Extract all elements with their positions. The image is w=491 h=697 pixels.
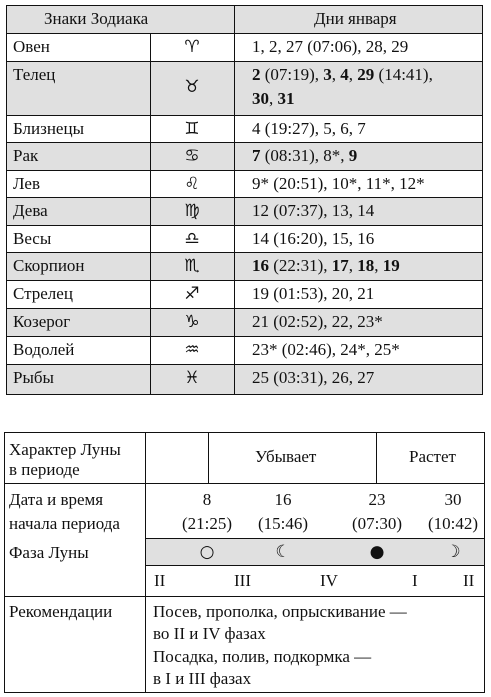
zodiac-symbol-icon: ♐ bbox=[184, 284, 200, 304]
zodiac-symbol-icon: ♍ bbox=[184, 201, 200, 221]
zodiac-days: 21 (02:52), 22, 23* bbox=[252, 312, 383, 331]
zodiac-sign-name: Рак bbox=[13, 146, 39, 165]
new-moon-icon: ○ bbox=[199, 542, 215, 562]
zodiac-sign-name: Телец bbox=[13, 65, 56, 84]
recommend-line: Посадка, полив, подкормка — bbox=[153, 647, 372, 666]
zodiac-sign-name: Лев bbox=[13, 174, 40, 193]
date-day: 30 bbox=[444, 490, 462, 509]
moon-waning-label: Убывает bbox=[255, 447, 317, 466]
phase-number: III bbox=[234, 571, 251, 590]
zodiac-symbol-icon: ♎ bbox=[184, 229, 200, 249]
phase-number: II bbox=[154, 571, 166, 590]
zodiac-sign-name: Козерог bbox=[13, 312, 71, 331]
recommend-label: Рекомендации bbox=[9, 602, 113, 621]
date-label-1: Дата и время bbox=[9, 490, 104, 509]
date-time: (15:46) bbox=[257, 514, 309, 533]
zodiac-header-days: Дни января bbox=[314, 9, 397, 28]
phase-number: I bbox=[412, 571, 418, 590]
moon-character-label-1: Характер Луны bbox=[9, 440, 121, 459]
zodiac-row-shade bbox=[7, 143, 482, 170]
zodiac-symbol-icon: ♈ bbox=[184, 37, 200, 57]
full-moon-icon: ● bbox=[369, 542, 385, 562]
zodiac-symbol-icon: ♋ bbox=[184, 146, 200, 166]
zodiac-days: 23* (02:46), 24*, 25* bbox=[252, 340, 400, 359]
zodiac-days: 12 (07:37), 13, 14 bbox=[252, 201, 375, 220]
zodiac-row-shade bbox=[7, 198, 482, 225]
zodiac-days: 19 (01:53), 20, 21 bbox=[252, 284, 375, 303]
zodiac-sign-name: Овен bbox=[13, 37, 50, 56]
recommend-line: во II и IV фазах bbox=[153, 624, 266, 643]
last-quarter-moon-icon: ☽ bbox=[445, 542, 461, 562]
zodiac-days: 14 (16:20), 15, 16 bbox=[252, 229, 375, 248]
zodiac-days: 4 (19:27), 5, 6, 7 bbox=[252, 119, 366, 138]
zodiac-symbol-icon: ♏ bbox=[184, 256, 200, 276]
zodiac-sign-name: Рыбы bbox=[13, 368, 54, 387]
moon-character-label-2: в периоде bbox=[9, 460, 80, 479]
zodiac-days: 9* (20:51), 10*, 11*, 12* bbox=[252, 174, 425, 193]
date-day: 16 bbox=[274, 490, 292, 509]
date-time: (21:25) bbox=[181, 514, 233, 533]
zodiac-sign-name: Весы bbox=[13, 229, 52, 248]
phase-number: IV bbox=[320, 571, 338, 590]
zodiac-symbol-icon: ♊ bbox=[184, 119, 200, 139]
moon-waxing-label: Растет bbox=[409, 447, 456, 466]
phase-label: Фаза Луны bbox=[9, 543, 89, 562]
recommend-line: в I и III фазах bbox=[153, 669, 252, 688]
zodiac-days: 16 (22:31), 17, 18, 19 bbox=[252, 256, 400, 275]
zodiac-sign-name: Скорпион bbox=[13, 256, 85, 275]
recommend-line: Посев, прополка, опрыскивание — bbox=[153, 602, 407, 621]
date-day: 23 bbox=[368, 490, 386, 509]
zodiac-days: 1, 2, 27 (07:06), 28, 29 bbox=[252, 37, 409, 56]
zodiac-symbol-icon: ♓ bbox=[184, 368, 200, 388]
zodiac-days: 25 (03:31), 26, 27 bbox=[252, 368, 375, 387]
zodiac-symbol-icon: ♑ bbox=[184, 312, 200, 332]
zodiac-days: 2 (07:19), 3, 4, 29 (14:41), bbox=[252, 65, 433, 84]
date-time: (10:42) bbox=[427, 514, 479, 533]
phase-number: II bbox=[463, 571, 475, 590]
zodiac-symbol-icon: ♌ bbox=[184, 174, 200, 194]
zodiac-sign-name: Стрелец bbox=[13, 284, 73, 303]
date-day: 8 bbox=[202, 490, 212, 509]
zodiac-row-shade bbox=[7, 309, 482, 336]
first-quarter-moon-icon: ☾ bbox=[275, 542, 291, 562]
zodiac-sign-name: Дева bbox=[13, 201, 48, 220]
date-label-2: начала периода bbox=[9, 514, 120, 533]
zodiac-days: 30, 31 bbox=[252, 89, 295, 108]
zodiac-header-sign: Знаки Зодиака bbox=[44, 9, 149, 28]
zodiac-sign-name: Водолей bbox=[13, 340, 75, 359]
zodiac-symbol-icon: ♒ bbox=[184, 340, 200, 360]
zodiac-row-shade bbox=[7, 365, 482, 394]
zodiac-symbol-icon: ♉ bbox=[184, 77, 200, 97]
date-time: (07:30) bbox=[351, 514, 403, 533]
zodiac-sign-name: Близнецы bbox=[13, 119, 84, 138]
zodiac-days: 7 (08:31), 8*, 9 bbox=[252, 146, 358, 165]
